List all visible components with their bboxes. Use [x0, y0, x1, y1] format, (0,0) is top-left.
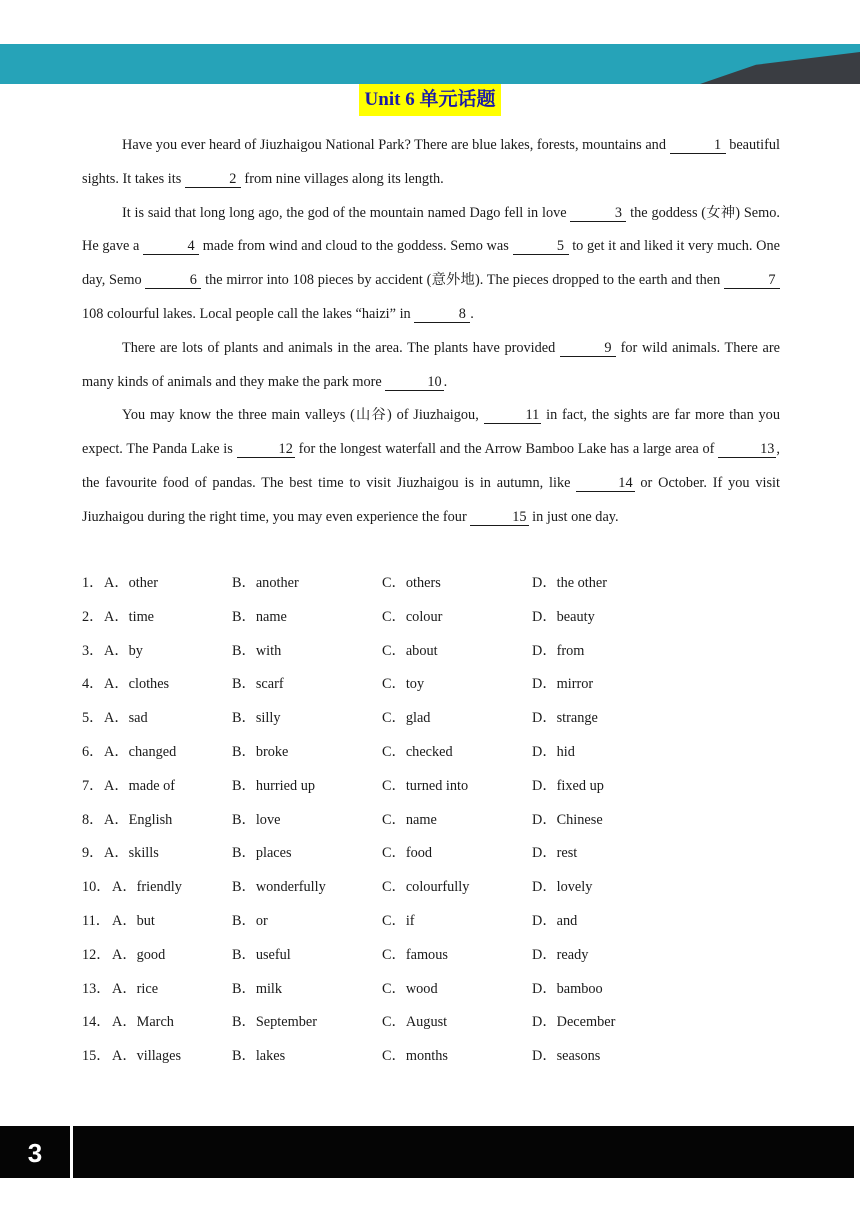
- passage-text: beautiful sights. It takes its: [82, 137, 781, 187]
- option-a: A．changed: [104, 743, 177, 760]
- question-number: 14．: [82, 1014, 111, 1031]
- passage-text: You may know the three main valleys (山谷) of Jiuzhaigou,: [122, 407, 484, 424]
- passage-paragraph: [82, 332, 780, 400]
- passage-text: or October. If you visit Jiuzhaigou during the right time, you may even experience the four: [82, 474, 780, 525]
- option-b: B．broke: [232, 743, 289, 760]
- option-c: C．famous: [382, 946, 448, 963]
- option-a: A．skills: [104, 845, 159, 862]
- question-row: [82, 905, 802, 939]
- option-d: D．ready: [532, 946, 589, 963]
- blank-number: 2: [185, 171, 241, 188]
- passage-text: made from wind and cloud to the goddess. Semo was: [199, 238, 513, 255]
- option-b: B．another: [232, 575, 299, 591]
- question-row: [82, 804, 802, 838]
- question-number: 13．: [82, 980, 111, 997]
- passage-text: the mirror into 108 pieces by accident (意外地). The pieces dropped to the earth and then: [201, 272, 724, 289]
- passage-text: the goddess (女神) Semo. He gave a: [82, 204, 780, 255]
- passage-text: It is said that long long ago, the god of the mountain named Dago fell in love: [122, 204, 571, 221]
- question-row: [82, 871, 802, 905]
- passage-text: 108 colourful lakes. Local people call the lakes “haizi” in: [82, 305, 415, 322]
- option-d: D．Chinese: [532, 811, 603, 828]
- blank-number: 11: [484, 407, 542, 424]
- passage-text: Have you ever heard of Jiuzhaigou National Park? There are blue lakes, forests, mountains and: [122, 137, 670, 153]
- option-c: C．months: [382, 1048, 448, 1065]
- option-d: D．seasons: [532, 1048, 601, 1065]
- option-c: C．about: [382, 642, 438, 659]
- question-row: [82, 668, 802, 702]
- blank-number: 1: [670, 137, 726, 154]
- question-row: [82, 973, 802, 1007]
- question-number: 11．: [82, 912, 111, 929]
- option-d: D．lovely: [532, 879, 593, 896]
- cloze-passage: [82, 129, 780, 535]
- option-c: C．if: [382, 912, 415, 929]
- option-a: A．other: [104, 575, 158, 591]
- question-number: 6．: [82, 743, 104, 760]
- option-c: C．August: [382, 1014, 448, 1031]
- option-a: A．villages: [112, 1048, 182, 1065]
- option-d: D．mirror: [532, 676, 594, 693]
- option-b: B．with: [232, 642, 282, 659]
- option-d: D．from: [532, 642, 585, 659]
- option-a: A．time: [104, 608, 155, 625]
- option-a: A．by: [104, 642, 143, 659]
- option-a: A．clothes: [104, 676, 170, 693]
- question-row: [82, 567, 802, 601]
- option-b: B．September: [232, 1014, 317, 1031]
- passage-text: to get it and liked it very much. One day, Semo: [82, 238, 780, 289]
- passage-text: for the longest waterfall and the Arrow Bamboo Lake has a large area of: [294, 441, 719, 458]
- question-row: [82, 702, 802, 736]
- question-row: [82, 601, 802, 635]
- blank-number: 13: [718, 441, 776, 458]
- option-a: A．friendly: [112, 879, 182, 896]
- option-b: B．name: [232, 608, 287, 625]
- option-a: A．made of: [104, 777, 176, 794]
- option-c: C．name: [382, 811, 437, 828]
- option-b: B．useful: [232, 946, 291, 963]
- option-d: D．and: [532, 912, 578, 929]
- option-c: C．others: [382, 575, 441, 591]
- answer-options: [82, 567, 802, 1074]
- passage-paragraph: [82, 197, 780, 332]
- question-number: 3．: [82, 642, 104, 659]
- passage-text: in fact, the sights are far more than you expect. The Panda Lake is: [82, 407, 780, 458]
- question-row: [82, 837, 802, 871]
- option-b: B．love: [232, 811, 281, 828]
- question-row: [82, 1006, 802, 1040]
- blank-number: 6: [145, 272, 201, 289]
- passage-text: , the favourite food of pandas. The best time to visit Jiuzhaigou is in autumn, like: [82, 441, 780, 491]
- question-number: 10．: [82, 879, 111, 896]
- question-row: [82, 939, 802, 973]
- option-c: C．toy: [382, 676, 425, 693]
- option-a: A．English: [104, 811, 173, 828]
- passage-text: .: [470, 305, 474, 322]
- question-number: 9．: [82, 845, 104, 862]
- blank-number: 10: [385, 374, 443, 391]
- page-number: 3: [27, 1138, 43, 1168]
- option-b: B．places: [232, 845, 292, 862]
- blank-number: 14: [576, 475, 634, 492]
- option-d: D．beauty: [532, 608, 595, 625]
- passage-text: in just one day.: [528, 508, 619, 525]
- blank-number: 4: [143, 238, 199, 255]
- option-a: A．rice: [112, 980, 159, 997]
- blank-number: 15: [470, 509, 528, 526]
- option-c: C．colour: [382, 608, 443, 625]
- question-number: 1．: [82, 575, 104, 591]
- option-b: B．or: [232, 912, 268, 929]
- question-row: [82, 1040, 802, 1074]
- option-d: D．hid: [532, 743, 575, 760]
- question-number: 15．: [82, 1048, 111, 1065]
- option-b: B．hurried up: [232, 777, 315, 794]
- question-row: [82, 770, 802, 804]
- question-number: 5．: [82, 710, 104, 727]
- blank-number: 9: [560, 340, 616, 357]
- option-d: D．December: [532, 1014, 616, 1031]
- option-b: B．wonderfully: [232, 879, 326, 896]
- blank-number: 3: [570, 205, 626, 222]
- option-d: D．the other: [532, 575, 608, 591]
- question-row: [82, 635, 802, 669]
- option-c: C．turned into: [382, 777, 469, 794]
- passage-text: for wild animals. There are many kinds of animals and they make the park more: [82, 339, 781, 390]
- option-c: C．glad: [382, 710, 431, 727]
- option-c: C．wood: [382, 980, 438, 997]
- option-d: D．strange: [532, 710, 598, 727]
- passage-text: There are lots of plants and animals in the area. The plants have provided: [122, 339, 560, 356]
- option-a: A．good: [112, 946, 166, 963]
- option-b: B．silly: [232, 710, 281, 727]
- question-number: 2．: [82, 608, 104, 625]
- passage-text: .: [443, 373, 448, 390]
- option-b: B．milk: [232, 980, 283, 997]
- blank-number: 12: [237, 441, 295, 458]
- blank-number: 8: [414, 306, 470, 323]
- blank-number: 5: [513, 238, 569, 255]
- option-c: C．checked: [382, 743, 453, 760]
- blank-number: 7: [724, 272, 780, 289]
- passage-paragraph: [82, 399, 780, 534]
- option-d: D．fixed up: [532, 777, 604, 794]
- passage-paragraph: [82, 129, 780, 197]
- question-number: 8．: [82, 811, 104, 828]
- option-d: D．bamboo: [532, 980, 603, 997]
- option-a: A．March: [112, 1014, 174, 1031]
- option-a: A．but: [112, 912, 155, 929]
- option-c: C．food: [382, 845, 433, 862]
- question-number: 12．: [82, 946, 111, 963]
- footer-bar: [0, 1126, 854, 1178]
- option-a: A．sad: [104, 710, 148, 727]
- option-c: C．colourfully: [382, 879, 470, 896]
- footer-divider: [70, 1126, 73, 1178]
- passage-text: from nine villages along its length.: [240, 170, 444, 187]
- question-row: [82, 736, 802, 770]
- option-d: D．rest: [532, 845, 578, 862]
- option-b: B．scarf: [232, 676, 284, 693]
- question-number: 4．: [82, 676, 104, 693]
- page-title: Unit 6 单元话题: [359, 84, 502, 116]
- question-number: 7．: [82, 777, 104, 794]
- option-b: B．lakes: [232, 1048, 286, 1065]
